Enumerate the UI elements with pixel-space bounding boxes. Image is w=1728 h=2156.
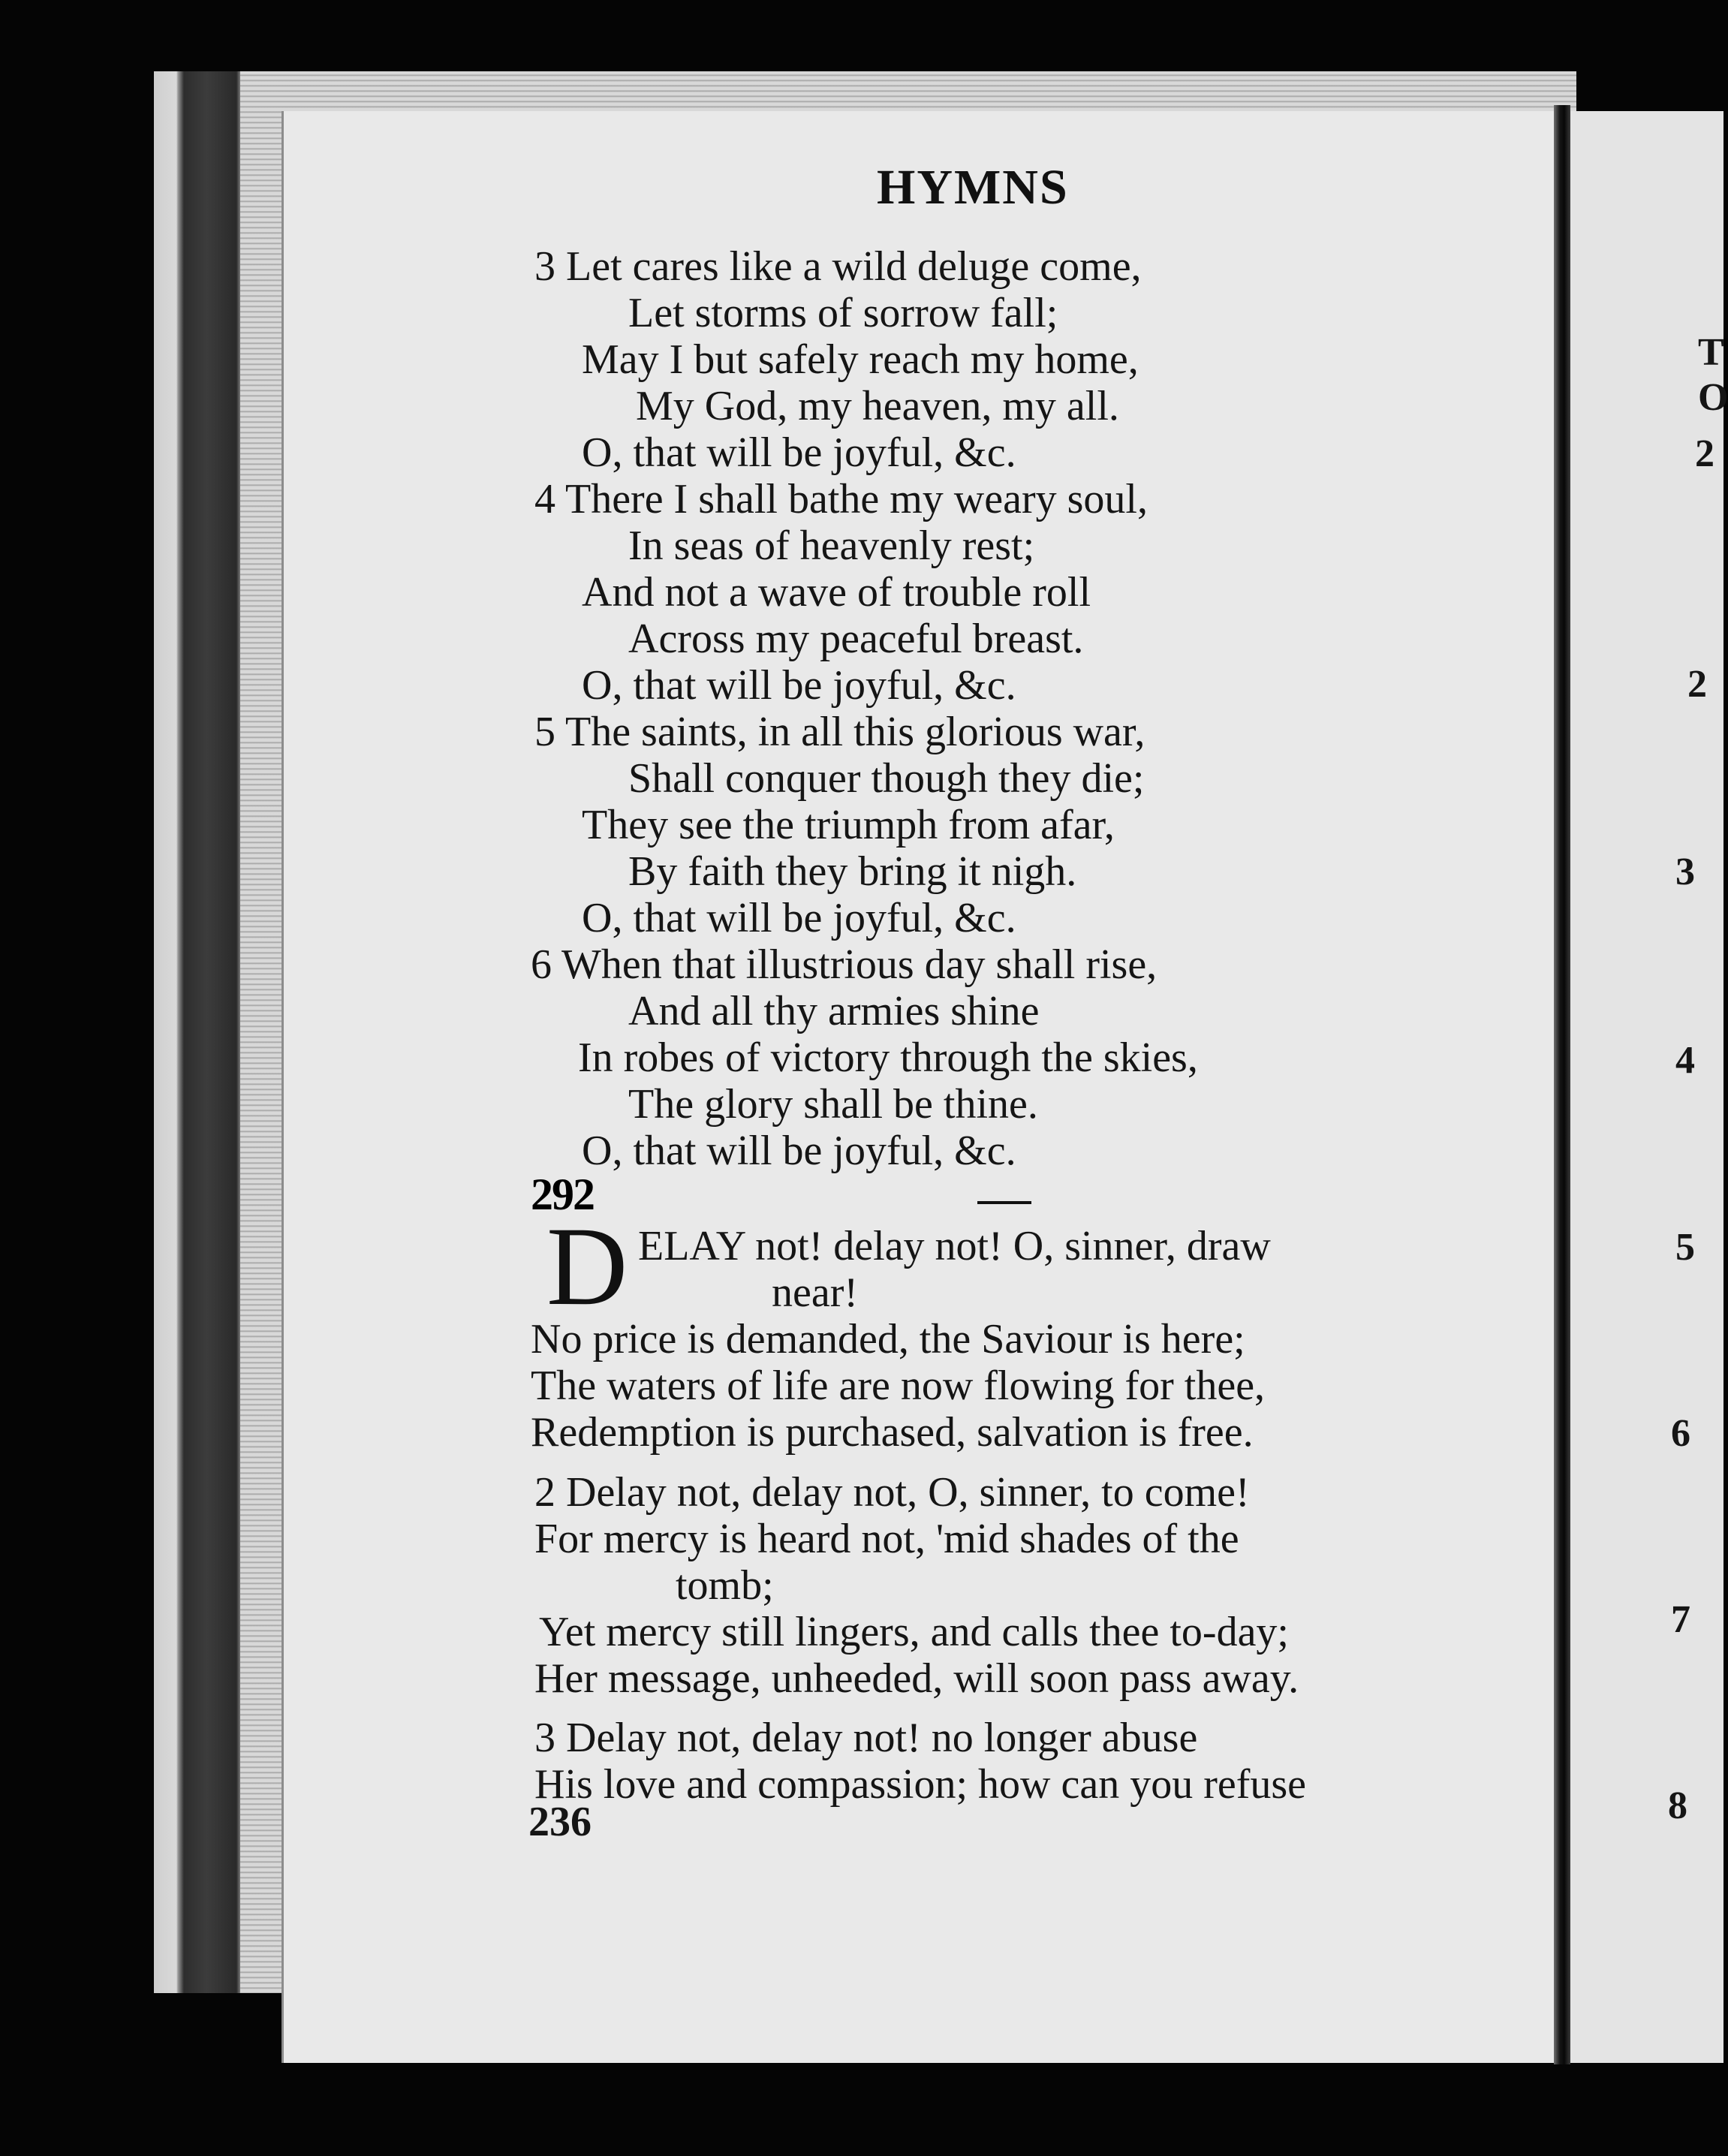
verse-line: O, that will be joyful, &c. — [582, 1128, 1016, 1174]
hymn-line: ELAY not! delay not! O, sinner, draw — [638, 1223, 1271, 1269]
right-page-fragment: 5 — [1675, 1226, 1695, 1269]
verse-line: 6 When that illustrious day shall rise, — [531, 941, 1158, 988]
verse-line: Let storms of sorrow fall; — [628, 290, 1058, 336]
verse-line: 5 The saints, in all this glorious war, — [534, 709, 1145, 755]
hymn-line: 3 Delay not, delay not! no longer abuse — [534, 1715, 1198, 1761]
hymn-line: No price is demanded, the Saviour is here; — [531, 1316, 1245, 1363]
verse-line: Across my peaceful breast. — [628, 616, 1084, 662]
page-title: HYMNS — [877, 160, 1069, 215]
verse-line: O, that will be joyful, &c. — [582, 429, 1016, 476]
hymn-line: Redemption is purchased, salvation is free. — [531, 1409, 1254, 1456]
right-page-fragment: 2 — [1687, 663, 1707, 706]
verse-line: 3 Let cares like a wild deluge come, — [534, 243, 1142, 290]
hymn-line: near! — [772, 1269, 859, 1316]
verse-line: Shall conquer though they die; — [628, 755, 1145, 802]
verse-line: They see the triumph from afar, — [582, 802, 1115, 848]
hymn-line: Her message, unheeded, will soon pass away. — [534, 1655, 1299, 1702]
right-page-fragment: 7 — [1671, 1598, 1690, 1641]
right-page-fragment: T — [1698, 331, 1724, 374]
hymn-line: The waters of life are now flowing for thee, — [531, 1363, 1266, 1409]
hymn-line: 2 Delay not, delay not, O, sinner, to come! — [534, 1469, 1250, 1516]
right-page-fragment: 2 — [1695, 432, 1714, 475]
right-page-fragment: O — [1698, 376, 1728, 419]
verse-line: O, that will be joyful, &c. — [582, 895, 1016, 941]
verse-line: By faith they bring it nigh. — [628, 848, 1077, 895]
verse-line: The glory shall be thine. — [628, 1081, 1038, 1128]
verse-line: May I but safely reach my home, — [582, 336, 1139, 383]
verse-line: In seas of heavenly rest; — [628, 522, 1035, 569]
verse-line: And all thy armies shine — [628, 988, 1040, 1034]
hymn-number: 292 — [531, 1170, 594, 1219]
hymn-line: For mercy is heard not, 'mid shades of the — [534, 1516, 1239, 1562]
right-page-fragment: 4 — [1675, 1039, 1695, 1082]
hymn-line: Yet mercy still lingers, and calls thee to-day; — [539, 1609, 1289, 1655]
hymn-line: tomb; — [676, 1562, 774, 1609]
right-page-fragment: 3 — [1675, 851, 1695, 893]
right-page-fragment: 6 — [1671, 1412, 1690, 1455]
verse-line: O, that will be joyful, &c. — [582, 662, 1016, 709]
hymn-line: His love and compassion; how can you refuse — [534, 1761, 1306, 1808]
verse-line: 4 There I shall bathe my weary soul, — [534, 476, 1148, 522]
page-number: 236 — [528, 1799, 592, 1845]
book-gutter — [1554, 105, 1570, 2064]
verse-line: And not a wave of trouble roll — [582, 569, 1091, 616]
verse-line: In robes of victory through the skies, — [578, 1034, 1198, 1081]
drop-cap: D — [546, 1204, 628, 1329]
separator-rule — [977, 1201, 1031, 1204]
verse-line: My God, my heaven, my all. — [636, 383, 1119, 429]
right-page-fragment: 8 — [1668, 1784, 1687, 1827]
